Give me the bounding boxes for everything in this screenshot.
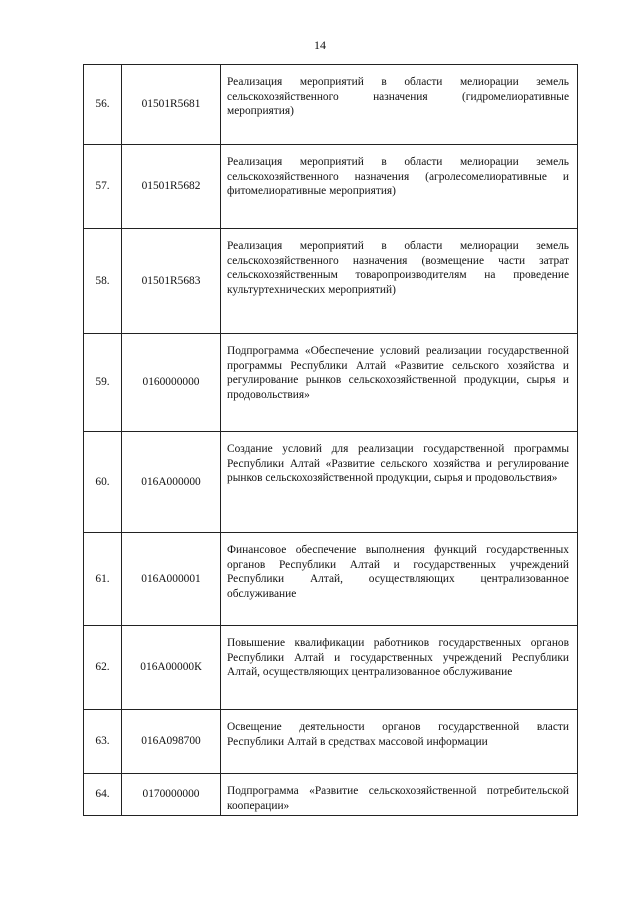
description-cell: Подпрограмма «Обеспечение условий реализации государственной программы Республики Алтай «Развитие сельского хозяйства и регулирование рынков сельскохозяйственной продукции, сырья и продовольствия» <box>221 334 578 432</box>
code-cell: 016A098700 <box>122 710 221 774</box>
row-number-cell: 61. <box>84 533 122 626</box>
row-number-cell: 62. <box>84 626 122 710</box>
row-number-cell: 58. <box>84 229 122 334</box>
table-row <box>84 774 578 816</box>
table-row <box>84 432 578 533</box>
description-cell: Реализация мероприятий в области мелиорации земель сельскохозяйственного назначения (возмещение части затрат сельскохозяйственным товаропроизводителям на проведение культуртехнических мероприятий) <box>221 229 578 334</box>
code-cell: 0160000000 <box>122 334 221 432</box>
code-cell: 01501R5681 <box>122 65 221 145</box>
description-cell: Создание условий для реализации государственной программы Республики Алтай «Развитие сельского хозяйства и регулирование рынков сельскохозяйственной продукции, сырья и продовольствия» <box>221 432 578 533</box>
row-number-cell: 60. <box>84 432 122 533</box>
code-cell: 0170000000 <box>122 774 221 816</box>
table-row <box>84 533 578 626</box>
row-number-cell: 63. <box>84 710 122 774</box>
code-cell: 01501R5683 <box>122 229 221 334</box>
description-cell: Освещение деятельности органов государственной власти Республики Алтай в средствах массовой информации <box>221 710 578 774</box>
budget-classification-table <box>83 64 578 816</box>
code-cell: 016A00000К <box>122 626 221 710</box>
page-number: 14 <box>314 38 326 52</box>
code-cell: 01501R5682 <box>122 145 221 229</box>
description-cell: Реализация мероприятий в области мелиорации земель сельскохозяйственного назначения (гидромелиоративные мероприятия) <box>221 65 578 145</box>
code-cell: 016A000000 <box>122 432 221 533</box>
row-number-cell: 57. <box>84 145 122 229</box>
description-cell: Реализация мероприятий в области мелиорации земель сельскохозяйственного назначения (агролесомелиоративные и фитомелиоративные мероприятия) <box>221 145 578 229</box>
table-row <box>84 145 578 229</box>
table-row <box>84 626 578 710</box>
row-number-cell: 59. <box>84 334 122 432</box>
table-row <box>84 710 578 774</box>
description-cell: Подпрограмма «Развитие сельскохозяйственной потребительской кооперации» <box>221 774 578 816</box>
table-row <box>84 229 578 334</box>
row-number-cell: 64. <box>84 774 122 816</box>
description-cell: Повышение квалификации работников государственных органов Республики Алтай и государственных учреждений Республики Алтай, осуществляющих централизованное обслуживание <box>221 626 578 710</box>
table-row <box>84 65 578 145</box>
code-cell: 016A000001 <box>122 533 221 626</box>
table-row <box>84 334 578 432</box>
row-number-cell: 56. <box>84 65 122 145</box>
description-cell: Финансовое обеспечение выполнения функций государственных органов Республики Алтай и государственных учреждений Республики Алтай, осуществляющих централизованное обслуживание <box>221 533 578 626</box>
